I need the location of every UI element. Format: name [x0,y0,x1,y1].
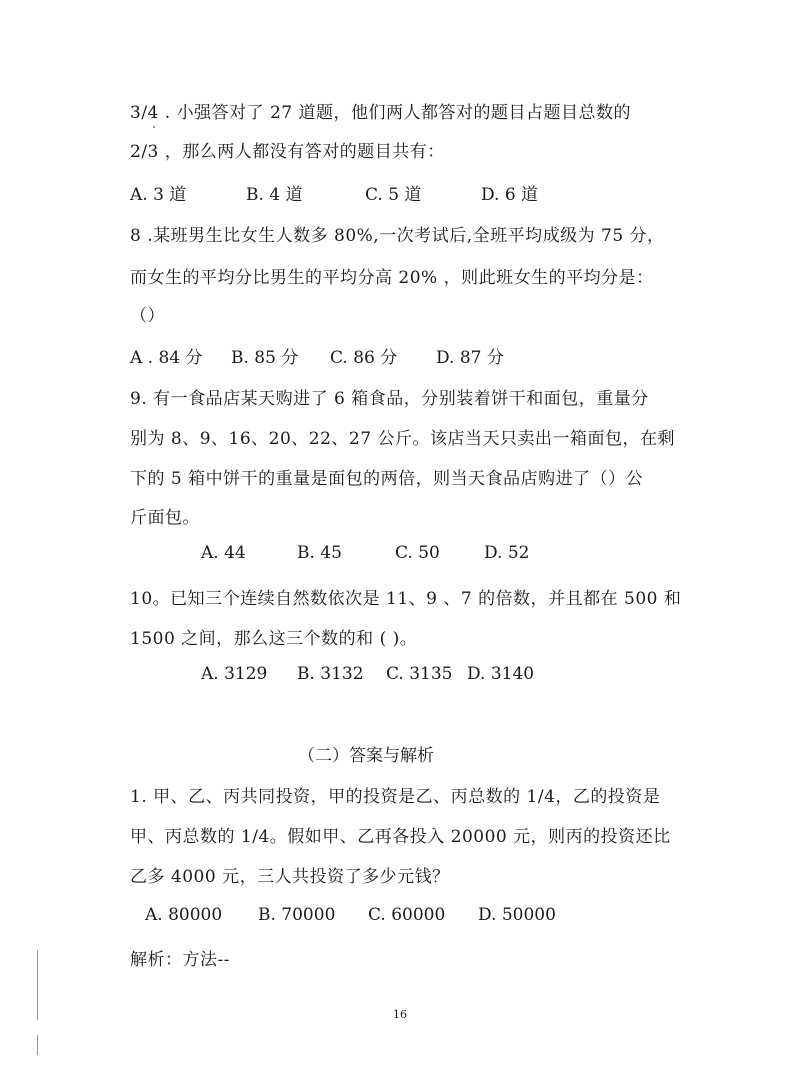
question-8-option-d: D. 87 分 [436,348,504,368]
question-8-line-3: （） [130,306,165,326]
question-8-line-2: 而女生的平均分比男生的平均分高 20% ，则此班女生的平均分是： [130,268,654,288]
question-9-line-2: 别为 8、9、16、20、22、27 公斤。该店当天只卖出一箱面包，在剩 [130,429,675,449]
question-7-option-b: B. 4 道 [246,185,303,205]
question-7-option-a: A. 3 道 [130,185,187,205]
question-8-line-1: 8 .某班男生比女生人数多 80%,一次考试后,全班平均成级为 75 分， [130,226,665,246]
question-10-line-1: 10。已知三个连续自然数依次是 11、9 、7 的倍数，并且都在 500 和 [130,589,682,609]
question-7-option-c: C. 5 道 [365,185,422,205]
question-10-option-d: D. 3140 [467,664,535,684]
question-9-option-a: A. 44 [201,543,246,563]
question-10-option-c: C. 3135 [386,664,453,684]
question-7-line-2: 2/3 ，那么两人都没有答对的题目共有： [130,142,445,162]
question-7-line-1: 3/4 . 小强答对了 27 道题，他们两人都答对的题目占题目总数的 [130,103,632,123]
question-8-option-a: A . 84 分 [130,348,203,368]
scan-artifact-dot [153,126,155,128]
question-7-option-d: D. 6 道 [481,185,539,205]
page-number: 16 [393,1008,407,1021]
question-10-option-b: B. 3132 [297,664,364,684]
answer-1-analysis: 解析：方法-- [130,950,230,970]
question-9-option-d: D. 52 [484,543,530,563]
question-9-line-4: 斤面包。 [130,508,200,528]
question-8-option-b: B. 85 分 [231,348,299,368]
answer-1-option-a: A. 80000 [145,905,223,925]
scan-artifact-line [37,950,38,1020]
question-9-line-3: 下的 5 箱中饼干的重量是面包的两倍，则当天食品店购进了（）公 [130,469,644,489]
answer-1-line-3: 乙多 4000 元，三人共投资了多少元钱？ [130,867,450,887]
question-8-option-c: C. 86 分 [330,348,398,368]
answer-1-line-1: 1. 甲、乙、丙共同投资，甲的投资是乙、丙总数的 1/4，乙的投资是 [130,787,661,807]
question-9-option-c: C. 50 [395,543,440,563]
scan-artifact-line [37,1035,38,1055]
section-heading: （二）答案与解析 [298,746,434,766]
question-10-option-a: A. 3129 [201,664,268,684]
question-9-option-b: B. 45 [297,543,342,563]
question-10-line-2: 1500 之间，那么这三个数的和 ( )。 [130,629,418,649]
answer-1-line-2: 甲、丙总数的 1/4。假如甲、乙再各投入 20000 元，则丙的投资还比 [130,827,671,847]
answer-1-option-b: B. 70000 [258,905,336,925]
answer-1-option-d: D. 50000 [478,905,556,925]
question-9-line-1: 9. 有一食品店某天购进了 6 箱食品，分别装着饼干和面包，重量分 [130,389,649,409]
answer-1-option-c: C. 60000 [368,905,446,925]
